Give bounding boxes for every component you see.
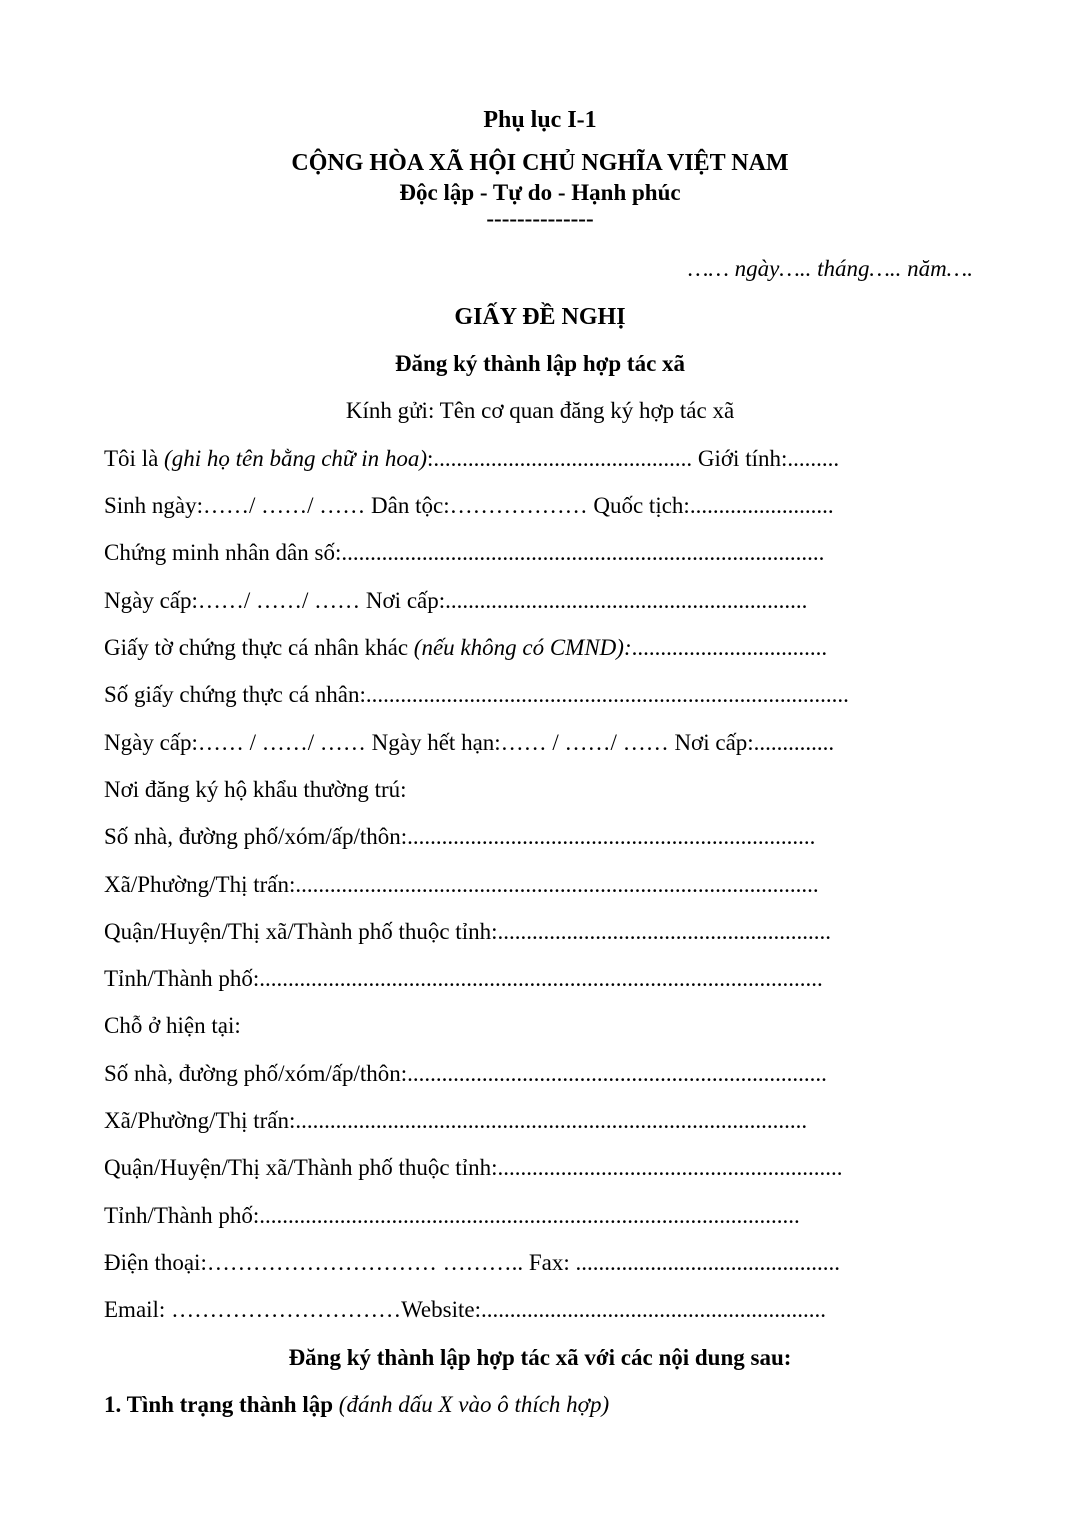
appendix-label: Phụ lục I-1 bbox=[483, 107, 597, 133]
date-line: …… ngày….. tháng….. năm…. bbox=[688, 256, 973, 281]
perm-district-line: Quận/Huyện/Thị xã/Thành phố thuộc tỉnh:.......................................................... bbox=[104, 919, 831, 944]
section-1-label: 1. Tình trạng thành lập bbox=[104, 1392, 334, 1417]
birth-field-line: Sinh ngày:……/ ……/ …… Dân tộc:……………… Quốc tịch:......................... bbox=[104, 493, 834, 518]
id-number-line: Chứng minh nhân dân số:.................................................................................... bbox=[104, 540, 825, 565]
name-label: Tôi là bbox=[104, 446, 165, 471]
perm-province-line: Tỉnh/Thành phố:.................................................................................................. bbox=[104, 966, 823, 991]
phone-fax-line: Điện thoại:………………………… ……….. Fax: .............................................. bbox=[104, 1250, 840, 1275]
document-title: GIẤY ĐỀ NGHỊ bbox=[454, 304, 626, 330]
header-divider: -------------- bbox=[486, 206, 594, 231]
email-website-line: Email: …………………………Website:............................................................ bbox=[104, 1297, 826, 1322]
name-rest: :............................................. Giới tính:......... bbox=[427, 446, 840, 471]
current-address-heading: Chỗ ở hiện tại: bbox=[104, 1013, 241, 1038]
document-subtitle: Đăng ký thành lập hợp tác xã bbox=[394, 351, 686, 376]
national-motto: Độc lập - Tự do - Hạnh phúc bbox=[399, 180, 681, 205]
other-doc-note: (nếu không có CMND): bbox=[413, 635, 632, 660]
section-1-heading bbox=[104, 1390, 609, 1420]
perm-street-line: Số nhà, đường phố/xóm/ấp/thôn:....................................................................... bbox=[104, 824, 816, 849]
addressee: Kính gửi: Tên cơ quan đăng ký hợp tác xã bbox=[345, 398, 735, 423]
other-doc-issue-line: Ngày cấp:…… / ……/ …… Ngày hết hạn:…… / ……/ …… Nơi cấp:.............. bbox=[104, 730, 835, 755]
country-name: CỘNG HÒA XÃ HỘI CHỦ NGHĨA VIỆT NAM bbox=[291, 150, 789, 176]
name-note: (ghi họ tên bằng chữ in hoa) bbox=[164, 446, 427, 471]
cur-district-line: Quận/Huyện/Thị xã/Thành phố thuộc tỉnh:............................................................ bbox=[104, 1155, 843, 1180]
perm-ward-line: Xã/Phường/Thị trấn:........................................................................................... bbox=[104, 872, 819, 897]
section-intro: Đăng ký thành lập hợp tác xã với các nội dung sau: bbox=[288, 1345, 792, 1370]
other-doc-line bbox=[104, 633, 827, 663]
section-1-note: (đánh dấu X vào ô thích hợp) bbox=[338, 1392, 610, 1417]
other-doc-rest: .................................. bbox=[631, 635, 828, 660]
name-field-line bbox=[104, 444, 839, 474]
cur-ward-line: Xã/Phường/Thị trấn:......................................................................................... bbox=[104, 1108, 808, 1133]
other-doc-label: Giấy tờ chứng thực cá nhân khác bbox=[104, 635, 414, 660]
other-doc-number-line: Số giấy chứng thực cá nhân:.................................................................................... bbox=[104, 682, 849, 707]
cur-street-line: Số nhà, đường phố/xóm/ấp/thôn:......................................................................... bbox=[104, 1061, 827, 1086]
permanent-address-heading: Nơi đăng ký hộ khẩu thường trú: bbox=[104, 777, 407, 802]
id-issue-line: Ngày cấp:……/ ……/ …… Nơi cấp:............................................................... bbox=[104, 588, 808, 613]
cur-province-line: Tỉnh/Thành phố:.............................................................................................. bbox=[104, 1203, 800, 1228]
